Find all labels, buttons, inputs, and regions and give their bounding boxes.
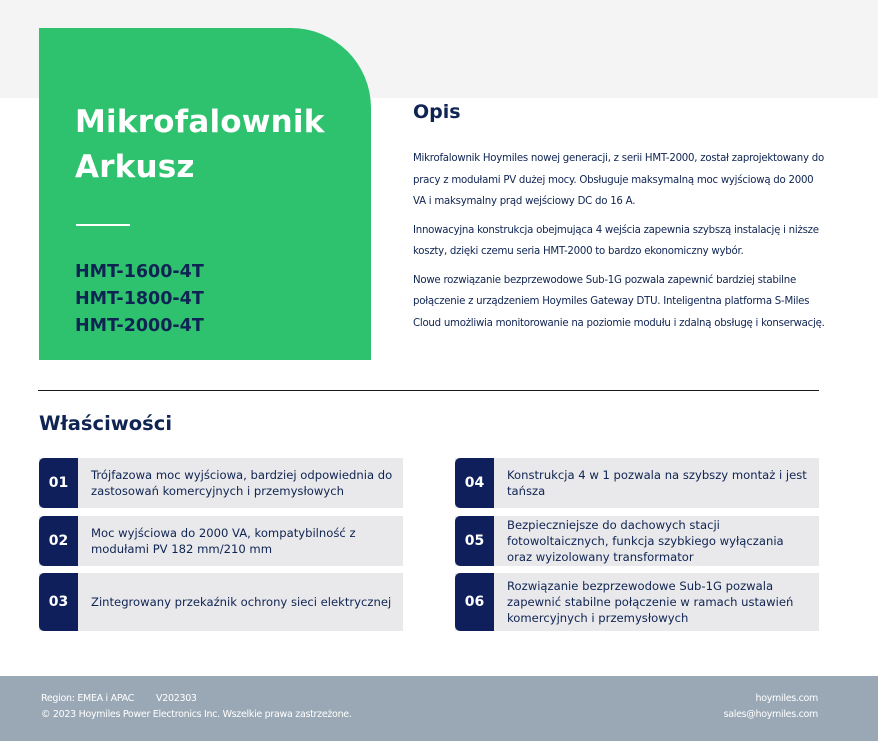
property-number: 06	[455, 573, 494, 631]
property-card	[39, 458, 403, 508]
description-body	[413, 148, 825, 341]
property-card	[39, 516, 403, 566]
property-number: 01	[39, 458, 78, 508]
hero-title-line1: Mikrofalownik	[75, 104, 325, 140]
property-card	[455, 516, 819, 566]
model-item: HMT-2000-4T	[75, 316, 204, 336]
footer-copyright: © 2023 Hoymiles Power Electronics Inc. Wszelkie prawa zastrzeżone.	[41, 709, 352, 720]
property-number: 02	[39, 516, 78, 566]
property-number: 05	[455, 516, 494, 566]
footer-region: Region: EMEA i APAC	[41, 693, 135, 704]
property-text: Rozwiązanie bezprzewodowe Sub-1G pozwala zapewnić stabilne połączenie w ramach ustawień komercyjnych i przemysłowych	[507, 579, 794, 625]
model-item: HMT-1800-4T	[75, 289, 204, 309]
footer	[0, 676, 878, 741]
footer-left	[41, 691, 352, 723]
property-text: Moc wyjściowa do 2000 VA, kompatybilność z modułami PV 182 mm/210 mm	[91, 526, 356, 556]
description-paragraph: Mikrofalownik Hoymiles nowej generacji, z serii HMT-2000, został zaprojektowany do pracy z modułami PV dużej mocy. Obsługuje maksymalną moc wyjściową do 2000 VA i maksymalny prąd wejściowy DC do 16 A.	[413, 153, 824, 207]
property-text: Trójfazowa moc wyjściowa, bardziej odpowiednia do zastosowań komercyjnych i przemysłowych	[91, 468, 393, 498]
model-list	[75, 259, 204, 340]
description-title: Opis	[413, 101, 461, 123]
property-text: Zintegrowany przekaźnik ochrony sieci elektrycznej	[91, 595, 392, 609]
properties-title: Właściwości	[39, 412, 173, 435]
hero-title-line2: Arkusz	[75, 149, 195, 185]
property-card	[39, 573, 403, 631]
description-paragraph: Nowe rozwiązanie bezprzewodowe Sub-1G pozwala zapewnić bardziej stabilne połączenie z urządzeniem Hoymiles Gateway DTU. Inteligentna platforma S-Miles Cloud umożliwia monitorowanie na poziomie modułu i zdalną obsługę i konserwację.	[413, 274, 825, 329]
property-card	[455, 458, 819, 508]
hero-panel	[39, 28, 371, 360]
footer-right	[724, 691, 818, 723]
footer-version: V202303	[156, 693, 197, 704]
property-text: Konstrukcja 4 w 1 pozwala na szybszy montaż i jest tańsza	[507, 468, 807, 498]
property-text: Bezpieczniejsze do dachowych stacji fotowoltaicznych, funkcja szybkiego wyłączania oraz wyizolowany transformator	[507, 518, 784, 564]
section-divider	[38, 390, 819, 391]
description-paragraph: Innowacyjna konstrukcja obejmująca 4 wejścia zapewnia szybszą instalację i niższe koszty, dzięki czemu seria HMT-2000 to bardzo ekonomiczny wybór.	[413, 224, 819, 257]
property-number: 03	[39, 573, 78, 631]
footer-website-link[interactable]: hoymiles.com	[755, 693, 818, 704]
property-card	[455, 573, 819, 631]
footer-email-link[interactable]: sales@hoymiles.com	[723, 709, 818, 720]
model-item: HMT-1600-4T	[75, 262, 204, 282]
hero-title	[75, 100, 355, 190]
property-number: 04	[455, 458, 494, 508]
hero-divider	[76, 224, 130, 226]
